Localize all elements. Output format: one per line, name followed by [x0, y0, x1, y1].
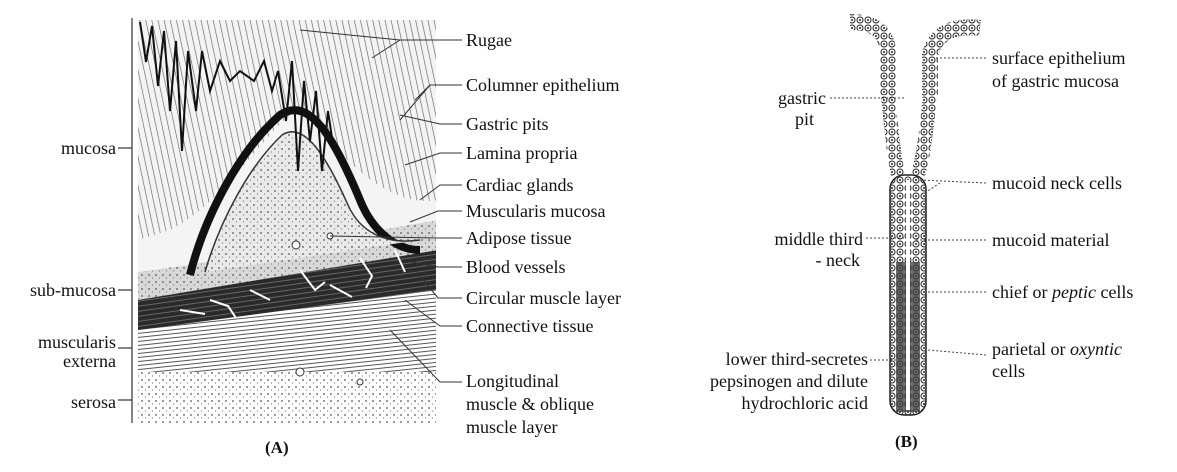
label-pepsinogen: pepsinogen and dilute	[710, 371, 868, 391]
label-sub-mucosa: sub-mucosa	[30, 280, 116, 300]
serosa-layer	[138, 370, 438, 425]
label-muscle-oblique: muscle & oblique	[466, 394, 594, 414]
parietal-italic: oxyntic	[1069, 339, 1122, 359]
chief-suffix: cells	[1095, 282, 1134, 302]
label-gastric: gastric	[778, 88, 826, 108]
label-gastric-pits: Gastric pits	[466, 114, 549, 134]
label-muscle-layer: muscle layer	[466, 417, 558, 437]
label-hydrochloric-acid: hydrochloric acid	[741, 393, 868, 413]
label-adipose-tissue: Adipose tissue	[466, 228, 572, 248]
label-surface-epithelium: surface epithelium	[992, 48, 1126, 68]
label-pit: pit	[794, 109, 814, 129]
chief-italic: peptic	[1051, 282, 1096, 302]
label-muscularis: muscularis	[38, 332, 116, 352]
label-mucosa: mucosa	[61, 138, 116, 158]
label-muscularis-mucosa: Muscularis mucosa	[466, 201, 606, 221]
caption-a: (A)	[265, 438, 289, 457]
label-lower-third: lower third-secretes	[725, 349, 868, 369]
label-circular-muscle-layer: Circular muscle layer	[466, 288, 621, 308]
label-middle-third: middle third	[774, 229, 863, 249]
label-longitudinal: Longitudinal	[466, 371, 559, 391]
layer-brackets	[118, 18, 132, 423]
label-rugae: Rugae	[466, 30, 512, 50]
label-parietal-cells: cells	[992, 361, 1025, 381]
label-chief-cells	[992, 281, 1133, 303]
label-mucoid-material: mucoid material	[992, 230, 1110, 250]
label-cardiac-glands: Cardiac glands	[466, 175, 574, 195]
label-blood-vessels: Blood vessels	[466, 257, 566, 277]
label-parietal	[992, 338, 1122, 360]
stomach-wall-section-drawing	[138, 20, 438, 425]
label-of-gastric-mucosa: of gastric mucosa	[992, 71, 1119, 91]
label-externa: externa	[63, 351, 116, 371]
caption-b: (B)	[895, 432, 918, 451]
label-neck: - neck	[815, 250, 860, 270]
label-connective-tissue: Connective tissue	[466, 316, 594, 336]
chief-prefix: chief or	[992, 282, 1052, 302]
parietal-prefix: parietal or	[992, 339, 1070, 359]
gastric-gland-drawing	[850, 22, 980, 415]
label-serosa: serosa	[71, 392, 116, 412]
label-lamina-propria: Lamina propria	[466, 143, 578, 163]
label-columner-epithelium: Columner epithelium	[466, 75, 620, 95]
label-mucoid-neck-cells: mucoid neck cells	[992, 173, 1122, 193]
